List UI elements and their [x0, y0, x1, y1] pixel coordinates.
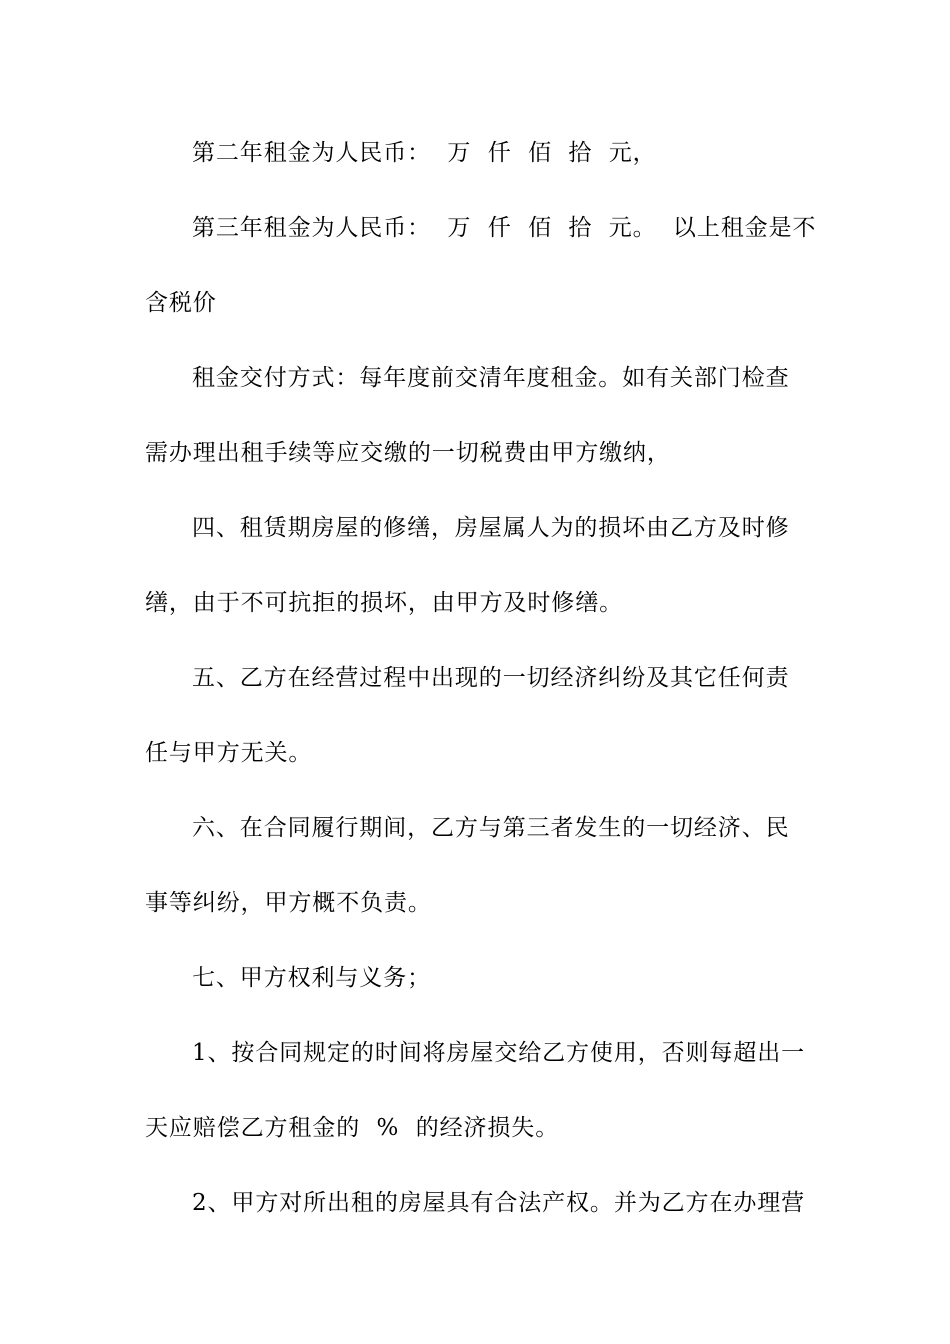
text-line: 任与甲方无关。 — [145, 740, 313, 766]
text-line: 四、租赁期房屋的修缮，房屋属人为的损坏由乙方及时修 — [192, 515, 790, 541]
text-line: 天应赔偿乙方租金的 % 的经济损失。 — [145, 1115, 560, 1141]
text-line: 1、按合同规定的时间将房屋交给乙方使用，否则每超出一 — [192, 1040, 806, 1066]
text-line: 五、乙方在经营过程中出现的一切经济纠纷及其它任何责 — [192, 665, 790, 691]
text-line: 缮，由于不可抗拒的损坏，由甲方及时修缮。 — [145, 590, 623, 616]
text-line: 租金交付方式：每年度前交清年度租金。如有关部门检查 — [192, 365, 790, 391]
text-line: 七、甲方权利与义务； — [192, 965, 431, 991]
text-line: 第三年租金为人民币： 万 仟 佰 拾 元。 以上租金是不 — [192, 215, 817, 241]
text-line: 含税价 — [145, 290, 217, 316]
text-line: 2、甲方对所出租的房屋具有合法产权。并为乙方在办理营 — [192, 1190, 806, 1216]
document-body — [145, 130, 817, 1255]
text-line: 六、在合同履行期间，乙方与第三者发生的一切经济、民 — [192, 815, 790, 841]
text-line: 事等纠纷，甲方概不负责。 — [145, 890, 432, 916]
text-line: 第二年租金为人民币： 万 仟 佰 拾 元， — [192, 140, 657, 166]
text-line: 需办理出租手续等应交缴的一切税费由甲方缴纳， — [145, 440, 671, 466]
